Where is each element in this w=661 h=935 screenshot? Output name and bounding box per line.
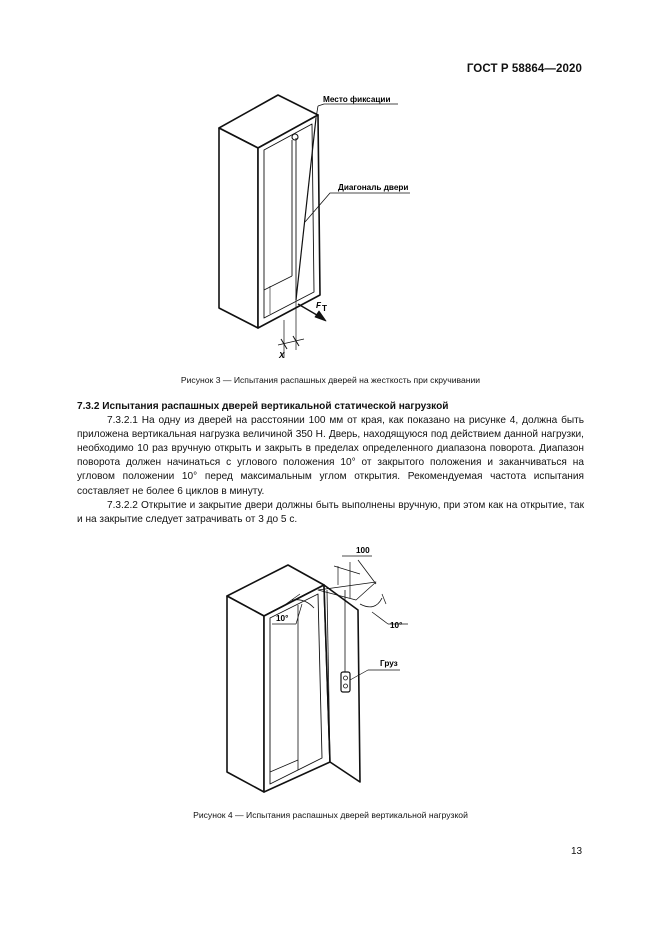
displacement-label: X — [279, 351, 285, 360]
document-number: ГОСТ Р 58864—2020 — [466, 63, 582, 75]
fixation-point-label: Место фиксации — [323, 95, 391, 104]
angle-left-label: 10° — [276, 614, 289, 623]
paragraph-7-3-2-1: 7.3.2.1 На одну из дверей на расстоянии 100 мм от края, как показано на рисунке 4, должна быть приложена вертикальная нагрузка величиной 350 Н. Дверь, находящуюся под действием данной нагрузки, необходимо 10 раз вручную открыть и закрыть в пределах определенного диапазона поворота. Диапазон поворота должен начинаться с углового положения 10° от закрытого положения и заканчиваться на угловом положении 10° перед максимальным углом открытия. Рекомендуемая частота испытания составляет не более 6 циклов в минуту. — [77, 415, 584, 497]
door-diagonal-label: Диагональ двери — [338, 183, 409, 192]
weight-label: Груз — [380, 659, 398, 668]
angle-right-label: 10° — [390, 621, 403, 630]
force-subscript: T — [322, 304, 328, 313]
distance-label: 100 — [356, 546, 370, 555]
section-7-3-2 — [77, 400, 584, 527]
figure-3-wardrobe-torsion — [0, 85, 661, 365]
figure-4-wardrobe-vertical-load — [0, 540, 661, 800]
section-heading: 7.3.2 Испытания распашных дверей вертикальной статической нагрузкой — [77, 401, 449, 412]
page-number: 13 — [571, 846, 583, 857]
figure-4-caption: Рисунок 4 — Испытания распашных дверей вертикальной нагрузкой — [193, 810, 468, 820]
force-label: F — [316, 301, 322, 310]
figure-3-caption: Рисунок 3 — Испытания распашных дверей на жесткость при скручивании — [180, 375, 481, 385]
paragraph-7-3-2-2: 7.3.2.2 Открытие и закрытие двери должны быть выполнены вручную, при этом как на открытие, так и на закрытие следует затрачивать от 3 до 5 с. — [77, 499, 584, 525]
